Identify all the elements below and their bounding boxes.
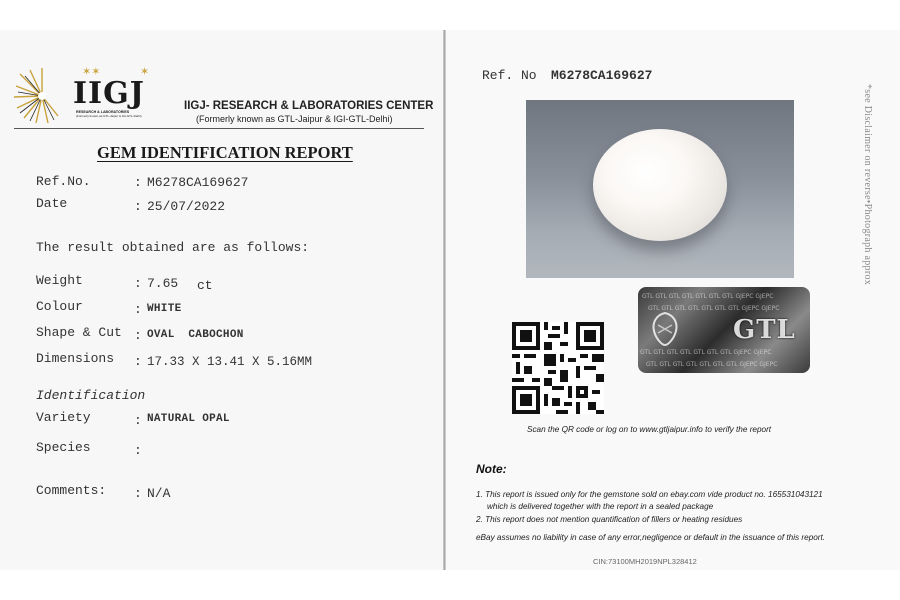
logo-subtitle: RESEARCH & LABORATORIES (Formerly known as GTL-Jaipur & IGI-GTL-Delhi) (76, 110, 142, 118)
hologram-pattern-4: GTL GTL GTL GTL GTL GTL GTL GJEPC GJEPC (646, 361, 778, 368)
dimensions-value: 17.33 X 13.41 X 5.16MM (147, 355, 313, 369)
gem-photograph (526, 100, 794, 278)
comments-label: Comments: (36, 483, 107, 498)
ref-colon: : (134, 175, 142, 190)
svg-text:✶: ✶ (140, 65, 150, 78)
weight-colon: : (134, 276, 142, 291)
note-item-1: 1. This report is issued only for the gemstone sold on ebay.com vide product no. 165531043121 (476, 490, 823, 499)
weight-value: 7.65 (147, 276, 179, 291)
species-label: Species (36, 440, 91, 455)
dimensions-label: Dimensions (36, 351, 115, 366)
gjepc-emblem-icon (648, 311, 682, 347)
comments-colon: : (134, 486, 142, 501)
hologram-gtl-text: GTL (733, 315, 796, 345)
shape-value: OVAL CABOCHON (147, 329, 244, 341)
iigj-starburst-logo-icon (14, 66, 74, 126)
hologram-pattern-3: GTL GTL GTL GTL GTL GTL GTL GJEPC GJEPC (640, 349, 772, 356)
note-item-2: 2. This report does not mention quantification of fillers or heating residues (476, 515, 743, 524)
weight-unit: ct (197, 278, 213, 293)
hologram-pattern-1: GTL GTL GTL GTL GTL GTL GTL GJEPC GJEPC (642, 293, 774, 300)
comments-value: N/A (147, 486, 171, 501)
result-intro: The result obtained are as follows: (36, 240, 310, 255)
side-disclaimer: *see Disclaimer on reverse•Photograph approx (862, 84, 873, 286)
shape-colon: : (134, 328, 142, 343)
species-colon: : (134, 443, 142, 458)
brand-name: IIGJ (73, 76, 145, 111)
variety-value: NATURAL OPAL (147, 413, 230, 425)
note-item-1-continued: which is delivered together with the report in a sealed package (487, 502, 714, 511)
colour-label: Colour (36, 299, 83, 314)
shape-label: Shape & Cut (36, 325, 122, 340)
cin-number: CIN:73100MH2019NPL328412 (593, 557, 697, 566)
right-ref-label: Ref. No (482, 68, 537, 83)
report-title: GEM IDENTIFICATION REPORT (97, 143, 353, 162)
scan-instructions: Scan the QR code or log on to www.gtljaipur.info to verify the report (527, 425, 772, 434)
ebay-disclaimer: eBay assumes no liability in case of any error,negligence or default in the issuance of this report. (476, 533, 826, 542)
lab-subtitle: (Formerly known as GTL-Jaipur & IGI-GTL-Delhi) (196, 114, 393, 124)
ref-value: M6278CA169627 (147, 175, 249, 190)
hologram-pattern-2: GTL GTL GTL GTL GTL GTL GTL GJEPC GJEPC (648, 305, 780, 312)
weight-label: Weight (36, 273, 83, 288)
date-value: 25/07/2022 (147, 199, 226, 214)
date-colon: : (134, 199, 142, 214)
ref-label: Ref.No. (36, 174, 91, 189)
right-ref-value: M6278CA169627 (551, 68, 653, 83)
date-label: Date (36, 196, 68, 211)
colour-colon: : (134, 302, 142, 317)
stars-icon (82, 64, 152, 78)
gtl-hologram-seal (638, 287, 810, 373)
opal-gemstone (593, 129, 727, 241)
header-divider (14, 128, 424, 129)
lab-title: IIGJ- RESEARCH & LABORATORIES CENTER (184, 100, 434, 112)
variety-colon: : (134, 413, 142, 428)
colour-value: WHITE (147, 303, 182, 315)
identification-label: Identification (36, 388, 146, 403)
dimensions-colon: : (134, 354, 142, 369)
svg-text:✶✶: ✶✶ (82, 65, 101, 78)
variety-label: Variety (36, 410, 91, 425)
qr-code-icon[interactable] (512, 322, 604, 414)
note-title: Note: (476, 462, 507, 476)
